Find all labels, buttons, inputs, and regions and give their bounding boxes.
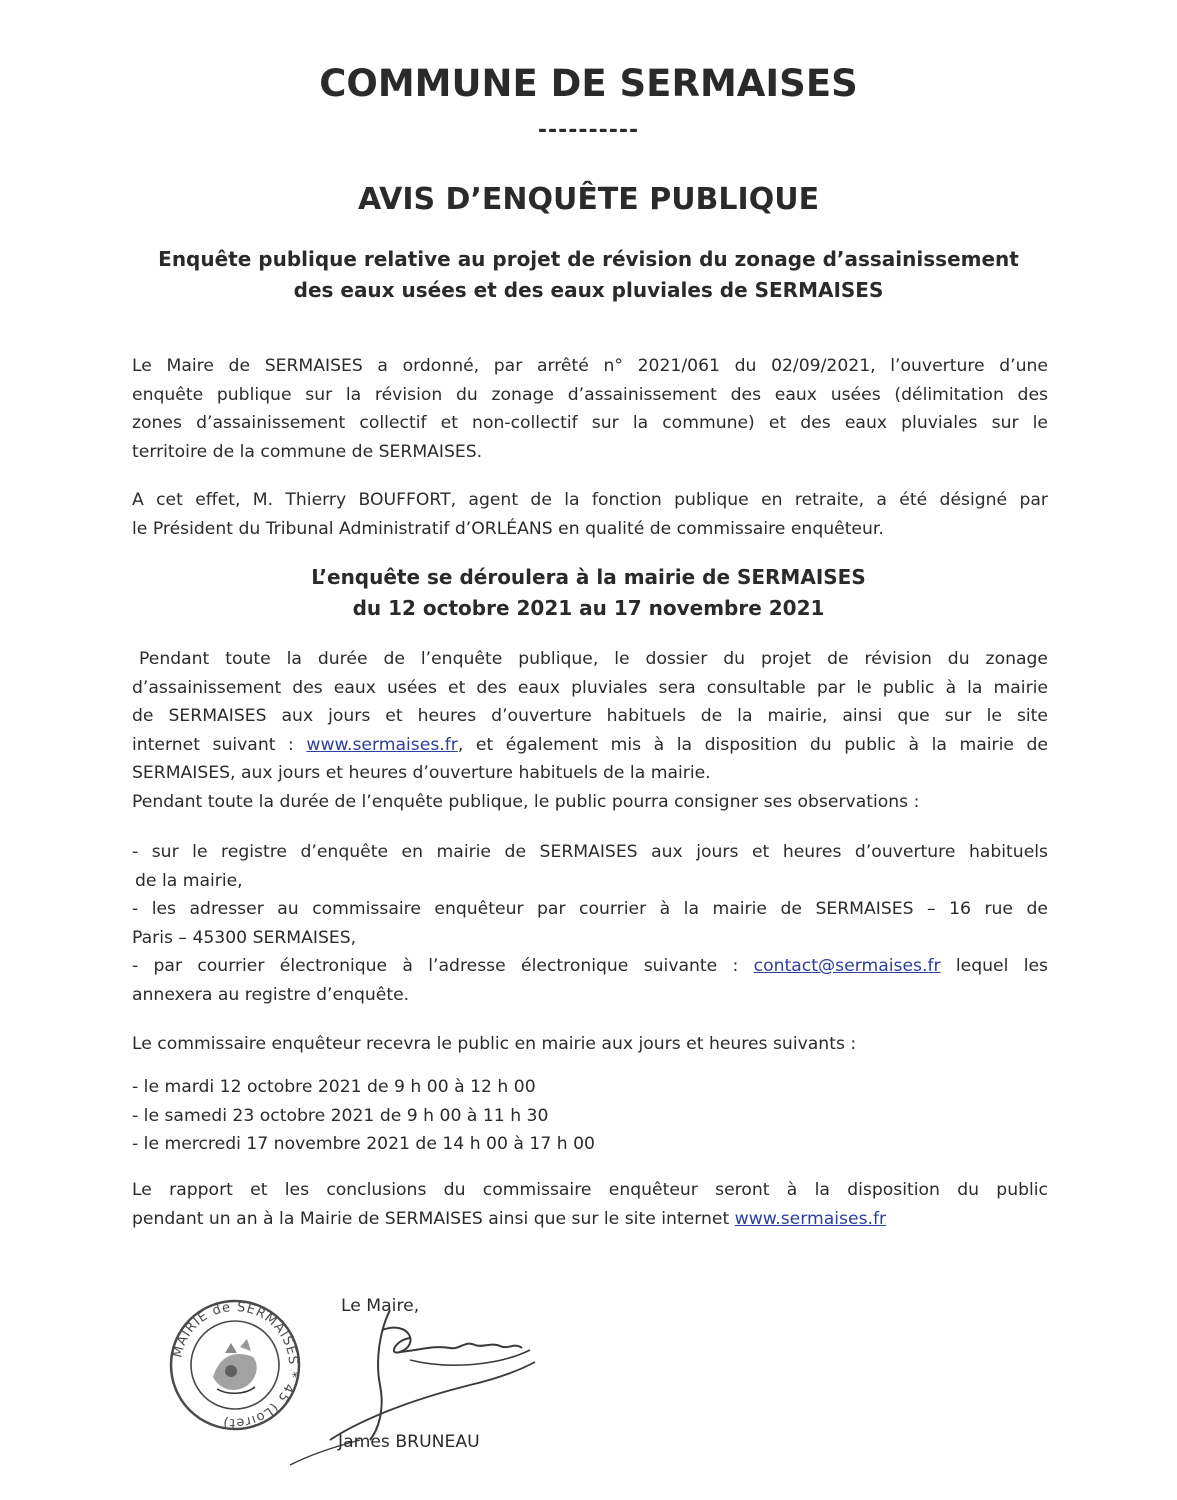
report-line-1: Le rapport et les conclusions du commissaire enquêteur seront à la disposition du public — [132, 1180, 1048, 1200]
consultation-line-5: SERMAISES, aux jours et heures d’ouverture habituels de la mairie. — [132, 763, 711, 783]
permanence-item-3: - le mercredi 17 novembre 2021 de 14 h 00 à 17 h 00 — [132, 1134, 595, 1154]
report-line-2 — [132, 1205, 1048, 1234]
observation-item-3-rest: lequel les — [940, 956, 1049, 976]
consultation-line-3: de SERMAISES aux jours et heures d’ouverture habituels de la mairie, ainsi que sur le site — [132, 706, 1048, 726]
subject-line-1: Enquête publique relative au projet de révision du zonage d’assainissement — [158, 247, 1019, 271]
consultation-line-6: Pendant toute la durée de l’enquête publique, le public pourra consigner ses observations : — [132, 791, 920, 812]
title-separator: ---------- — [537, 118, 640, 143]
notice-title: AVIS D’ENQUÊTE PUBLIQUE — [357, 182, 820, 217]
permanences-intro-text: Le commissaire enquêteur recevra le public en mairie aux jours et heures suivants : — [132, 1034, 857, 1054]
observations-list — [132, 838, 1048, 1009]
report-line-2-text: pendant un an à la Mairie de SERMAISES ainsi que sur le site internet — [132, 1208, 735, 1229]
consultation-line-2: d’assainissement des eaux usées et des eaux pluviales sera consultable par le public à la mairie — [132, 677, 1048, 698]
mayor-name: James BRUNEAU — [338, 1432, 480, 1452]
intro-paragraph-1 — [132, 352, 1048, 466]
intro-p1-line-3: zones d’assainissement collectif et non-collectif sur la commune) et des eaux pluviales sur le — [132, 413, 1048, 433]
intro-p2-line-1: A cet effet, M. Thierry BOUFFORT, agent de la fonction publique en retraite, a été désigné par — [132, 490, 1048, 510]
svg-text:MAIRIE de SERMAISES * 45 (Loir: MAIRIE de SERMAISES * 45 (Loiret) — [170, 1299, 301, 1431]
consultation-paragraph — [132, 645, 1048, 816]
intro-p1-line-2: enquête publique sur la révision du zonage d’assainissement des eaux usées (délimitation des — [132, 384, 1048, 405]
consultation-line-4-text: internet suivant : — [132, 734, 307, 755]
permanences-list — [132, 1073, 1048, 1159]
notice-subject — [80, 244, 1097, 306]
consultation-line-1: Pendant toute la durée de l’enquête publique, le dossier du projet de révision du zonage — [139, 649, 1048, 669]
inquiry-dates-heading — [80, 562, 1097, 624]
observation-item-3-line-2: annexera au registre d’enquête. — [132, 984, 410, 1005]
observation-item-1-line-2: de la mairie, — [135, 870, 243, 891]
observation-item-1-line-1: - sur le registre d’enquête en mairie de SERMAISES aux jours et heures d’ouverture habituels — [132, 842, 1048, 862]
observation-item-2-line-1: - les adresser au commissaire enquêteur par courrier à la mairie de SERMAISES – 16 rue de — [132, 899, 1048, 919]
consultation-line-4-rest: , et également mis à la disposition du public à la mairie de — [457, 734, 1049, 755]
report-website-link[interactable]: www.sermaises.fr — [734, 1208, 887, 1229]
permanence-item-1: - le mardi 12 octobre 2021 de 9 h 00 à 12 h 00 — [132, 1077, 536, 1097]
commune-title: COMMUNE DE SERMAISES — [319, 62, 858, 105]
observation-item-3-text: - par courrier électronique à l’adresse électronique suivante : — [132, 956, 754, 976]
observation-item-3-line-1 — [132, 952, 1048, 981]
signature-label: Le Maire, — [341, 1296, 420, 1316]
intro-paragraph-2 — [132, 486, 1048, 543]
intro-p1-line-1: Le Maire de SERMAISES a ordonné, par arrêté n° 2021/061 du 02/09/2021, l’ouverture d’une — [132, 356, 1048, 376]
permanence-item-2: - le samedi 23 octobre 2021 de 9 h 00 à 11 h 30 — [132, 1105, 549, 1126]
intro-p1-line-4: territoire de la commune de SERMAISES. — [132, 441, 483, 462]
observation-item-2-line-2: Paris – 45300 SERMAISES, — [132, 927, 357, 948]
report-paragraph — [132, 1176, 1048, 1233]
subject-line-2: des eaux usées et des eaux pluviales de SERMAISES — [293, 278, 884, 302]
dates-line-1: L’enquête se déroulera à la mairie de SERMAISES — [311, 565, 866, 589]
website-link[interactable]: www.sermaises.fr — [306, 734, 458, 755]
intro-p2-line-2: le Président du Tribunal Administratif d’ORLÉANS en qualité de commissaire enquêteur. — [132, 518, 884, 539]
consultation-line-4 — [132, 731, 1048, 760]
dates-line-2: du 12 octobre 2021 au 17 novembre 2021 — [352, 596, 825, 620]
contact-email-link[interactable]: contact@sermaises.fr — [753, 956, 941, 976]
permanences-intro — [132, 1030, 1048, 1059]
